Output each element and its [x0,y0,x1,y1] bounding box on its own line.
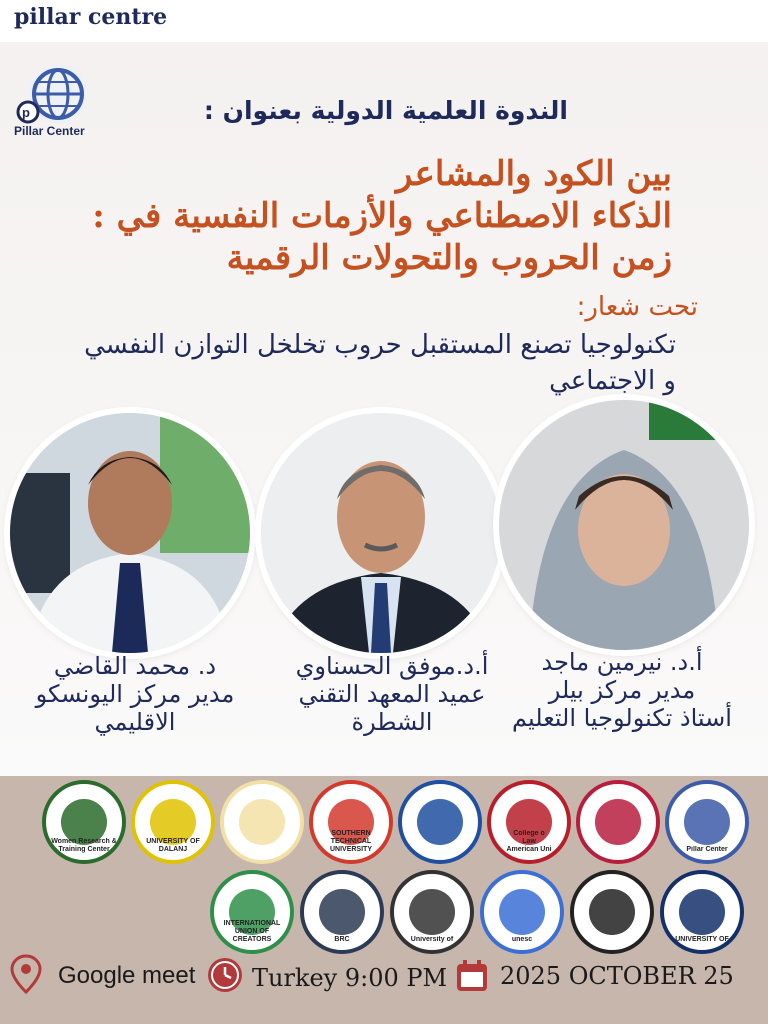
temple-logo [570,870,654,954]
women-research-logo [42,780,126,864]
speaker-3-line-1: أ.د. نيرمين ماجد [541,648,703,676]
daouk-university-logo [660,870,744,954]
speaker-photo-3 [499,400,749,650]
pillar-center-main-logo [6,58,98,144]
title-line-1: بين الكود والمشاعر [395,154,672,194]
location-pin-icon [8,954,44,994]
title-line-3: زمن الحروب والتحولات الرقمية [226,238,672,278]
speaker-3-line-2: مدير مركز بيلر [548,676,696,704]
speaker-1-line-3: الاقليمي [94,708,176,736]
international-union-logo-caption: INTERNATIONAL UNION OF CREATORS [223,920,281,943]
speaker-2-line-3: الشطرة [351,708,433,736]
unesco-logo [480,870,564,954]
college-of-law-logo-caption: College o Law American Uni [506,830,552,853]
brand-name: pillar centre [14,4,168,30]
speaker-photo-2 [261,413,501,653]
dalanj-university-logo-caption: UNIVERSITY OF DALANJ [146,838,200,853]
partner-logos-row-1 [0,780,768,866]
technical-institute-logo [398,780,482,864]
speaker-2-line-2: عميد المعهد التقني [298,680,486,708]
slogan-line-1: تكنولوجيا تصنع المستقبل حروب تخلخل التوازن النفسي [84,330,676,360]
partner-logos-row-2 [0,870,768,956]
speaker-name-3 [492,648,752,732]
intro-text: الندوة العلمية الدولية بعنوان : [203,96,568,125]
pillar-center-logo-caption: Pillar Center [686,846,728,853]
palace-logo [220,780,304,864]
speaker-1-line-2: مدير مركز اليونسكو [35,680,235,708]
international-union-logo [210,870,294,954]
pillar-center-logo [665,780,749,864]
speaker-name-1 [5,652,265,736]
speaker-3-line-3: أستاذ تكنولوجيا التعليم [512,704,732,732]
slogan-line-2: و الاجتماعي [549,366,676,396]
event-date: 2025 OCTOBER 25 [500,962,734,990]
daouk-university-logo-caption: UNIVERSITY OF [675,936,729,943]
main-logo-caption: Pillar Center [14,124,85,138]
meeting-platform: Google meet [58,962,196,989]
title-line-2: الذكاء الاصطناعي والأزمات النفسية في : [92,196,672,236]
dalanj-university-logo [131,780,215,864]
brc-logo [300,870,384,954]
event-time: Turkey 9:00 PM [252,964,448,992]
red-emblem-logo [576,780,660,864]
speaker-photo-1 [10,413,250,653]
college-of-law-logo [487,780,571,864]
sudan-university-logo [390,870,474,954]
southern-technical-logo-caption: SOUTHERN TECHNICAL UNIVERSITY [329,830,372,853]
clock-icon [208,958,242,992]
slogan-label: تحت شعار: [576,292,698,322]
sudan-university-logo-caption: University of [410,936,454,943]
women-research-logo-caption: Women Research & Training Center [51,838,117,853]
speaker-2-line-1: أ.د.موفق الحسناوي [295,652,489,680]
speaker-name-2 [262,652,522,736]
calendar-icon [454,958,490,994]
unesco-logo-caption: unesc [511,936,533,943]
svg-text:p: p [22,105,30,120]
southern-technical-logo [309,780,393,864]
speaker-1-line-1: د. محمد القاضي [53,652,217,680]
brc-logo-caption: BRC [334,936,350,943]
